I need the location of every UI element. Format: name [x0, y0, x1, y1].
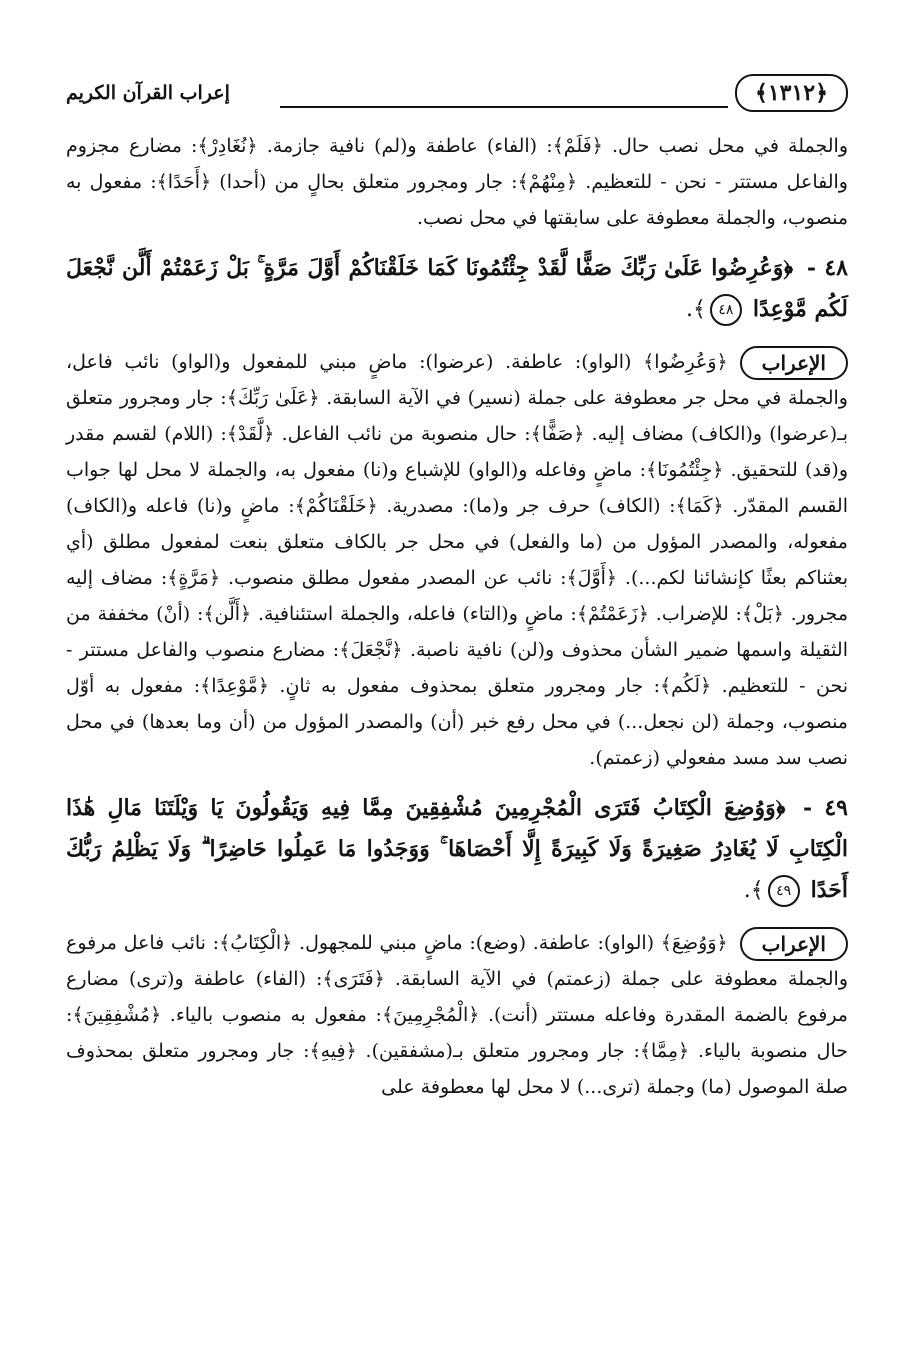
verse-number: ٤٩ - [803, 795, 848, 821]
irab-label: الإعراب [740, 927, 848, 961]
irab-block-48 [66, 344, 848, 776]
irab-text: ﴿وَعُرِضُوا﴾ (الواو): عاطفة. (عرضوا): ماضٍ مبني للمفعول و(الواو) نائب فاعل، والجملة في محل جر معطوفة على جملة (نسير) في الآية السابقة. ﴿عَلَىٰ رَبِّكَ﴾: جار ومجرور متعلق بـ(عرضوا) و(الكاف) مضاف إليه. ﴿صَفًّا﴾: حال منصوبة من نائب الفاعل. ﴿لَّقَدْ﴾: (اللام) لقسم مقدر و(قد) للتحقيق. ﴿جِئْتُمُونَا﴾: ماضٍ وفاعله و(الواو) للإشباع و(نا) مفعول به، والجملة لا محل لها جواب القسم المقدّر. ﴿كَمَا﴾: (الكاف) حرف جر و(ما): مصدرية. ﴿خَلَقْنَاكُمْ﴾: ماضٍ و(نا) فاعله و(الكاف) مفعوله، والمصدر المؤول من (ما والفعل) في محل جر بالكاف متعلق بنعت لمفعول مطلق (أي بعثناكم بعثًا كإنشائنا لكم...). ﴿أَوَّلَ﴾: نائب عن المصدر مفعول مطلق منصوب. ﴿مَرَّةٍ﴾: مضاف إليه مجرور. ﴿بَلْ﴾: للإضراب. ﴿زَعَمْتُمْ﴾: ماضٍ و(التاء) فاعله، والجملة استئنافية. ﴿أَلَّن﴾: (أنْ) مخففة من الثقيلة واسمها ضمير الشأن محذوف و(لن) نافية ناصبة. ﴿نَّجْعَلَ﴾: مضارع منصوب والفاعل مستتر - نحن - للتعظيم. ﴿لَكُم﴾: جار ومجرور متعلق بمحذوف مفعول به ثانٍ. ﴿مَّوْعِدًا﴾: مفعول به أوّل منصوب، وجملة (لن نجعل...) في محل رفع خبر (أن) والمصدر المؤول من (أن وما بعدها) في محل نصب سد مسد مفعولي (زعمتم). [66, 351, 848, 769]
irab-text: ﴿وَوُضِعَ﴾ (الواو): عاطفة. (وضع): ماضٍ مبني للمجهول. ﴿الْكِتَابُ﴾: نائب فاعل مرفوع والجملة معطوفة على جملة (زعمتم) في الآية السابقة. ﴿فَتَرَى﴾: (الفاء) عاطفة و(ترى) مضارع مرفوع بالضمة المقدرة وفاعله مستتر (أنت). ﴿الْمُجْرِمِينَ﴾: مفعول به منصوب بالياء. ﴿مُشْفِقِينَ﴾: حال منصوبة بالياء. ﴿مِمَّا﴾: جار ومجرور متعلق بـ(مشفقين). ﴿فِيهِ﴾: جار ومجرور متعلق بمحذوف صلة الموصول (ما) وجملة (ترى...) لا محل لها معطوفة على [66, 932, 848, 1098]
intro-paragraph: والجملة في محل نصب حال. ﴿فَلَمْ﴾: (الفاء) عاطفة و(لم) نافية جازمة. ﴿نُغَادِرْ﴾: مضارع مجزوم والفاعل مستتر - نحن - للتعظيم. ﴿مِنْهُمْ﴾: جار ومجرور متعلق بحالٍ من (أحدا) ﴿أَحَدًا﴾: مفعول به منصوب، والجملة معطوفة على سابقتها في محل نصب. [66, 135, 848, 229]
running-title: إعراب القرآن الكريم [66, 82, 230, 104]
verse-close: ﴾. [686, 297, 706, 322]
ayah-number-mark: ٤٨ [710, 294, 742, 326]
page-header [66, 70, 848, 118]
verse-49 [66, 788, 848, 911]
ayah-number-mark: ٤٩ [768, 875, 800, 907]
page-number: ﴿١٣١٢﴾ [735, 74, 848, 112]
verse-text: ﴿وَوُضِعَ الْكِتَابُ فَتَرَى الْمُجْرِمِينَ مُشْفِقِينَ مِمَّا فِيهِ وَيَقُولُونَ يَا وَيْلَتَنَا مَالِ هَٰذَا الْكِتَابِ لَا يُغَادِرُ صَغِيرَةً وَلَا كَبِيرَةً إِلَّا أَحْصَاهَا ۚ وَوَجَدُوا مَا عَمِلُوا حَاضِرًا ۗ وَلَا يَظْلِمُ رَبُّكَ أَحَدًا [66, 795, 848, 903]
irab-label: الإعراب [740, 346, 848, 380]
verse-number: ٤٨ - [806, 255, 848, 281]
verse-close: ﴾. [743, 878, 764, 903]
page [66, 70, 848, 1105]
irab-block-49 [66, 925, 848, 1105]
verse-48 [66, 248, 848, 330]
header-rule [280, 106, 728, 108]
verse-text: ﴿وَعُرِضُوا عَلَىٰ رَبِّكَ صَفًّا لَّقَدْ جِئْتُمُونَا كَمَا خَلَقْنَاكُمْ أَوَّلَ مَرَّةٍ ۚ بَلْ زَعَمْتُمْ أَلَّن نَّجْعَلَ لَكُم مَّوْعِدًا [66, 255, 848, 322]
